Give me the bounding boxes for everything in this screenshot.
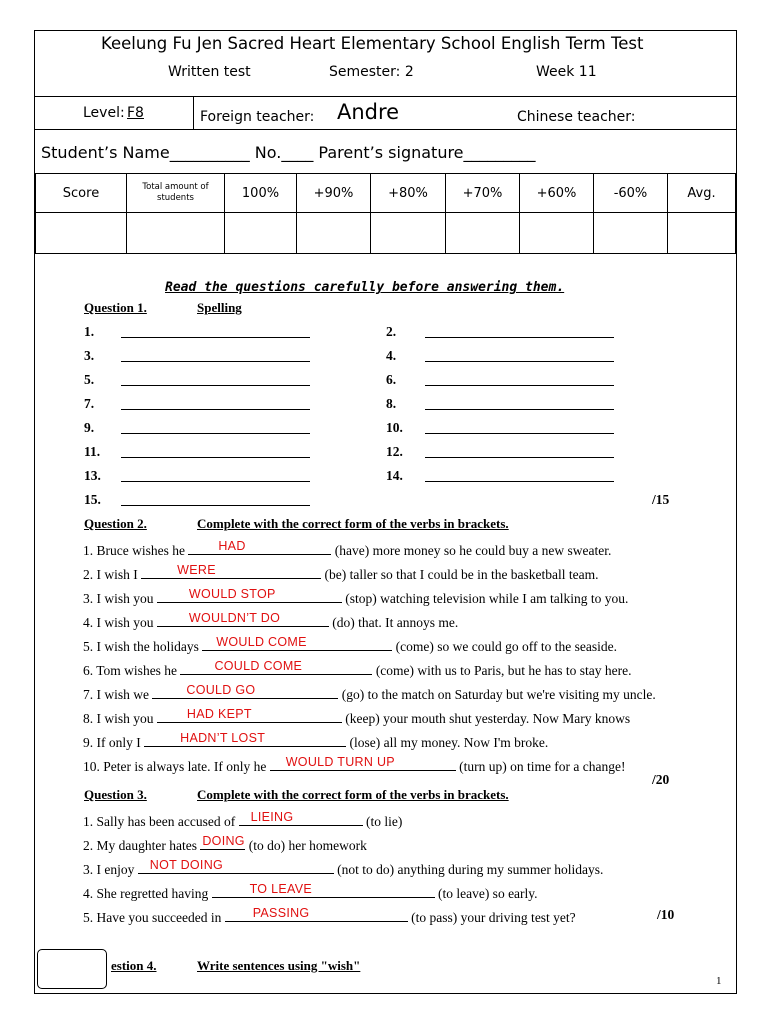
item-hint: (to lie) <box>365 814 403 829</box>
page-number: 1 <box>716 975 722 987</box>
total-students-cell[interactable] <box>127 213 225 254</box>
q3-title: Complete with the correct form of the verbs in brackets. <box>197 787 509 802</box>
pct-80-header: +80% <box>371 174 446 213</box>
q1-item-number: 1. <box>84 324 95 339</box>
answer-blank[interactable] <box>157 611 329 627</box>
filled-answer: WOULD STOP <box>188 587 276 601</box>
q1-label: Question 1. <box>84 300 147 315</box>
q2-item <box>83 659 632 679</box>
q2-item <box>83 563 599 583</box>
item-prompt: 4. She regretted having <box>83 886 209 901</box>
filled-answer: PASSING <box>252 906 310 920</box>
header-teacher-row <box>35 97 736 130</box>
filled-answer: HAD <box>218 539 246 553</box>
q3-item <box>83 858 603 878</box>
answer-blank[interactable] <box>141 563 321 579</box>
q1-answer-line[interactable] <box>425 481 614 482</box>
q1-answer-line[interactable] <box>121 409 310 410</box>
total-students-header: Total amount of students <box>127 174 225 213</box>
week-label: Week 11 <box>536 64 597 80</box>
pct-60-header: +60% <box>520 174 594 213</box>
score-table-header-row <box>36 174 736 213</box>
level-value: F8 <box>127 105 144 121</box>
item-hint: (have) more money so he could buy a new sweater. <box>334 543 612 558</box>
q3-item <box>83 906 576 926</box>
q3-item <box>83 882 538 902</box>
avg-cell[interactable] <box>668 213 736 254</box>
q1-answer-line[interactable] <box>121 385 310 386</box>
filled-answer: WOULDN’T DO <box>188 611 281 625</box>
item-prompt: 8. I wish you <box>83 711 154 726</box>
filled-answer: LIEING <box>250 810 294 824</box>
foreign-teacher-name: Andre <box>337 100 400 124</box>
pct-80-cell[interactable] <box>371 213 446 254</box>
q4-label: estion 4. <box>111 958 157 973</box>
q1-item-number: 14. <box>386 468 403 483</box>
item-prompt: 1. Sally has been accused of <box>83 814 236 829</box>
pct-90-cell[interactable] <box>297 213 371 254</box>
item-prompt: 9. If only I <box>83 735 141 750</box>
semester-label: Semester: 2 <box>329 64 414 80</box>
filled-answer: HAD KEPT <box>186 707 252 721</box>
foreign-teacher-label: Foreign teacher: <box>200 109 315 125</box>
q1-answer-line[interactable] <box>121 481 310 482</box>
q1-item-number: 9. <box>84 420 95 435</box>
q2-item <box>83 635 617 655</box>
score-table <box>35 173 736 254</box>
q1-answer-line[interactable] <box>121 433 310 434</box>
q2-item <box>83 587 628 607</box>
q3-score: /10 <box>657 907 675 922</box>
q1-answer-line[interactable] <box>425 337 614 338</box>
q1-item-number: 2. <box>386 324 397 339</box>
q1-answer-line[interactable] <box>121 505 310 506</box>
item-hint: (stop) watching television while I am talking to you. <box>345 591 629 606</box>
written-test-label: Written test <box>168 64 251 80</box>
item-prompt: 4. I wish you <box>83 615 154 630</box>
q1-answer-line[interactable] <box>121 337 310 338</box>
filled-answer: WERE <box>177 563 216 577</box>
answer-blank[interactable] <box>202 635 392 651</box>
pct-100-cell[interactable] <box>225 213 297 254</box>
q3-item <box>83 810 402 830</box>
q1-item-number: 3. <box>84 348 95 363</box>
filled-answer: NOT DOING <box>149 858 224 872</box>
q1-item-number: 4. <box>386 348 397 363</box>
pct-below-60-header: -60% <box>594 174 668 213</box>
item-hint: (go) to the match on Saturday but we're visiting my uncle. <box>341 687 656 702</box>
item-prompt: 2. My daughter hates <box>83 838 197 853</box>
item-hint: (do) that. It annoys me. <box>332 615 459 630</box>
answer-blank[interactable] <box>138 858 334 874</box>
instruction-line: Read the questions carefully before answering them. <box>165 280 565 295</box>
item-hint: (to do) her homework <box>248 838 367 853</box>
pct-70-cell[interactable] <box>446 213 520 254</box>
answer-blank[interactable] <box>270 755 456 771</box>
answer-blank[interactable] <box>157 587 342 603</box>
pct-90-header: +90% <box>297 174 371 213</box>
answer-blank[interactable] <box>144 731 346 747</box>
item-prompt: 6. Tom wishes he <box>83 663 178 678</box>
filled-answer: COULD COME <box>214 659 303 673</box>
item-prompt: 10. Peter is always late. If only he <box>83 759 267 774</box>
answer-blank[interactable] <box>157 707 342 723</box>
filled-answer: WOULD TURN UP <box>285 755 395 769</box>
pct-below-60-cell[interactable] <box>594 213 668 254</box>
overlay-box[interactable] <box>37 949 107 989</box>
score-table-values-row <box>36 213 736 254</box>
q1-answer-line[interactable] <box>425 433 614 434</box>
answer-blank[interactable] <box>180 659 372 675</box>
q2-item <box>83 731 548 751</box>
item-hint: (be) taller so that I could be in the basketball team. <box>324 567 599 582</box>
q1-item-number: 12. <box>386 444 403 459</box>
header-student-row <box>35 130 736 173</box>
item-prompt: 2. I wish I <box>83 567 138 582</box>
filled-answer: DOING <box>202 834 245 848</box>
chinese-teacher-label: Chinese teacher: <box>517 109 636 125</box>
q1-item-number: 10. <box>386 420 403 435</box>
pct-70-header: +70% <box>446 174 520 213</box>
q1-answer-line[interactable] <box>121 361 310 362</box>
filled-answer: WOULD COME <box>216 635 307 649</box>
answer-blank[interactable] <box>188 539 331 555</box>
item-prompt: 3. I wish you <box>83 591 154 606</box>
answer-blank[interactable] <box>212 882 435 898</box>
pct-100-header: 100% <box>225 174 297 213</box>
q4-title: Write sentences using "wish" <box>197 958 361 973</box>
q1-item-number: 13. <box>84 468 101 483</box>
item-hint: (lose) all my money. Now I'm broke. <box>349 735 549 750</box>
item-hint: (turn up) on time for a change! <box>459 759 626 774</box>
q1-item-number: 6. <box>386 372 397 387</box>
q1-score: /15 <box>652 492 670 507</box>
level-label: Level: <box>83 105 125 121</box>
q2-item <box>83 683 656 703</box>
item-prompt: 5. I wish the holidays <box>83 639 199 654</box>
item-hint: (come) with us to Paris, but he has to stay here. <box>375 663 632 678</box>
item-prompt: 3. I enjoy <box>83 862 135 877</box>
filled-answer: COULD GO <box>186 683 256 697</box>
q1-item-number: 8. <box>386 396 397 411</box>
q2-item <box>83 755 626 775</box>
q1-answer-line[interactable] <box>121 457 310 458</box>
q1-item-number: 5. <box>84 372 95 387</box>
q1-item-number: 15. <box>84 492 101 507</box>
answer-blank[interactable] <box>239 810 363 826</box>
q1-answer-line[interactable] <box>425 457 614 458</box>
item-prompt: 5. Have you succeeded in <box>83 910 222 925</box>
item-prompt: 1. Bruce wishes he <box>83 543 185 558</box>
item-hint: (come) so we could go off to the seaside. <box>395 639 617 654</box>
q3-label: Question 3. <box>84 787 147 802</box>
q2-item <box>83 539 611 559</box>
pct-60-cell[interactable] <box>520 213 594 254</box>
item-hint: (to pass) your driving test yet? <box>411 910 576 925</box>
q1-answer-line[interactable] <box>425 385 614 386</box>
filled-answer: TO LEAVE <box>249 882 312 896</box>
q2-item <box>83 707 630 727</box>
q3-item <box>83 834 367 854</box>
score-cell[interactable] <box>36 213 127 254</box>
q2-item <box>83 611 458 631</box>
item-hint: (not to do) anything during my summer holidays. <box>337 862 604 877</box>
q1-answer-line[interactable] <box>425 361 614 362</box>
answer-blank[interactable] <box>200 834 245 850</box>
header-title-row <box>35 31 736 97</box>
q1-item-number: 7. <box>84 396 95 411</box>
item-hint: (to leave) so early. <box>437 886 538 901</box>
answer-blank[interactable] <box>152 683 338 699</box>
avg-header: Avg. <box>668 174 736 213</box>
item-prompt: 7. I wish we <box>83 687 149 702</box>
score-header: Score <box>36 174 127 213</box>
student-info-line: Student’s Name__________ No.____ Parent’s signature_________ <box>41 143 536 162</box>
item-hint: (keep) your mouth shut yesterday. Now Mary knows <box>345 711 631 726</box>
q1-answer-line[interactable] <box>425 409 614 410</box>
q2-title: Complete with the correct form of the verbs in brackets. <box>197 516 509 531</box>
q2-label: Question 2. <box>84 516 147 531</box>
filled-answer: HADN’T LOST <box>180 731 266 745</box>
q2-score: /20 <box>652 772 670 787</box>
q1-title: Spelling <box>197 300 242 315</box>
test-page <box>34 30 737 994</box>
school-title: Keelung Fu Jen Sacred Heart Elementary School English Term Test <box>101 34 644 53</box>
answer-blank[interactable] <box>225 906 408 922</box>
q1-item-number: 11. <box>84 444 101 459</box>
